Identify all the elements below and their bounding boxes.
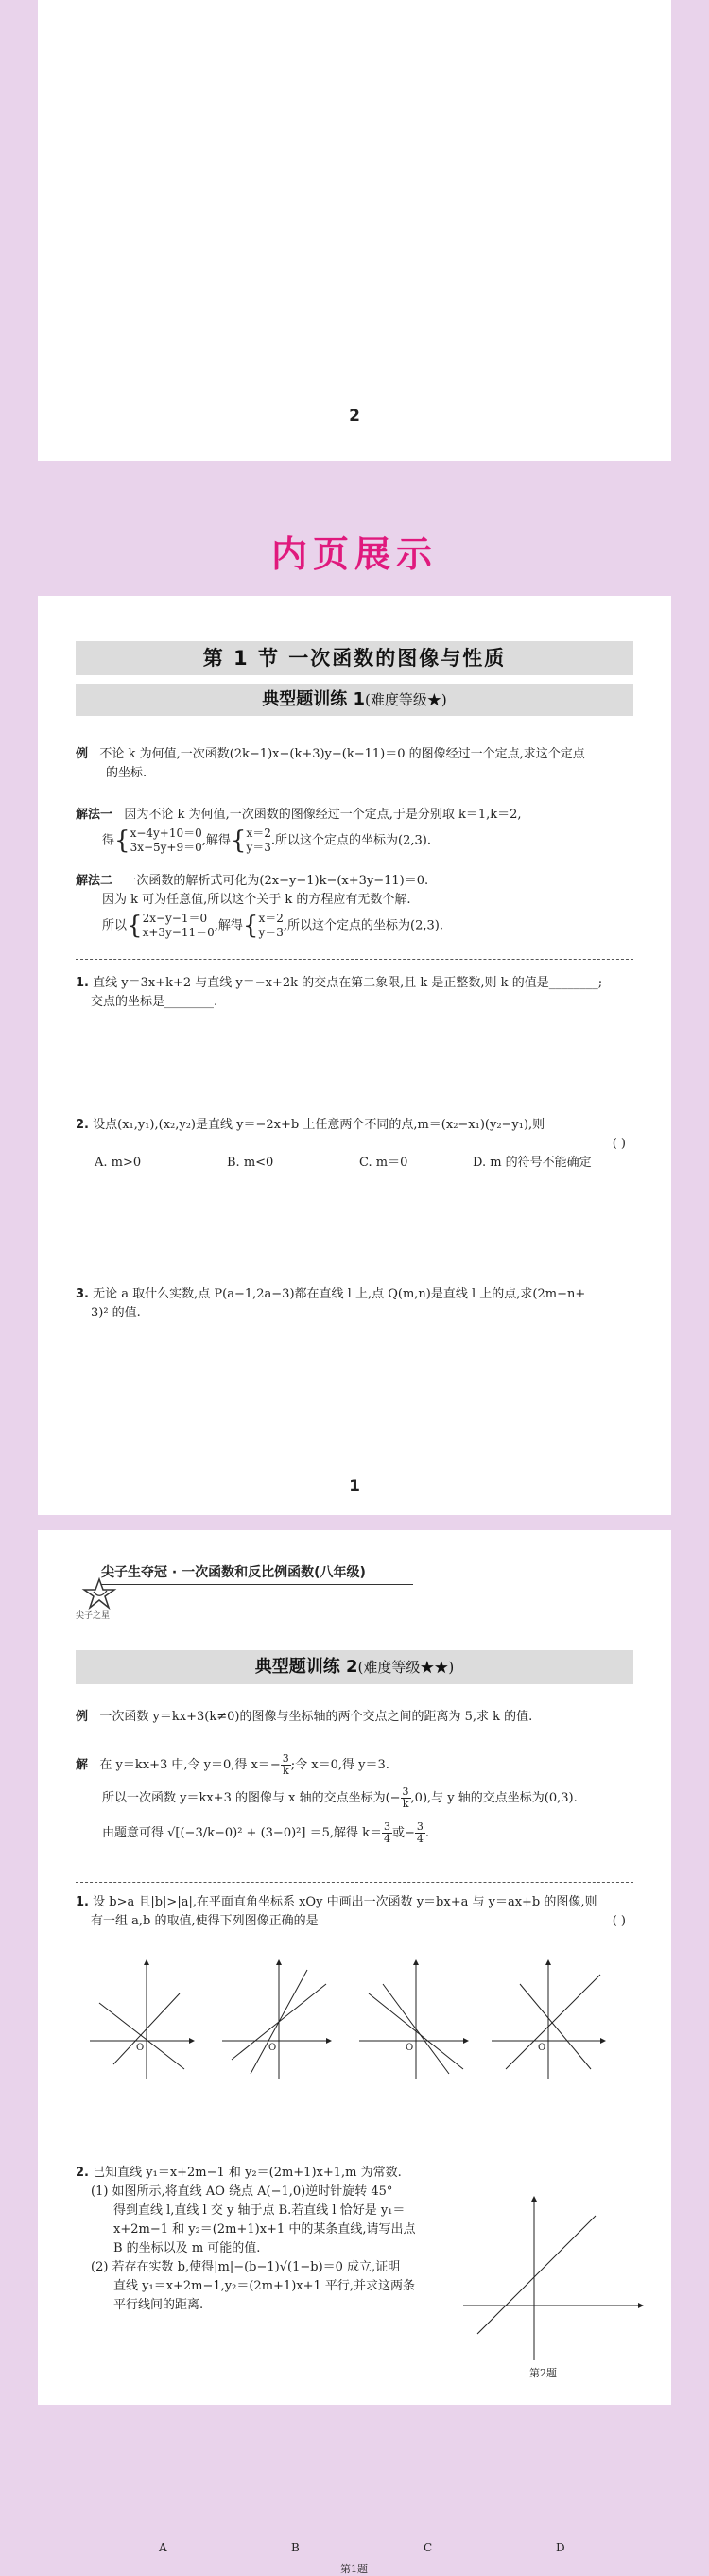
sol2-end: ,所以这个定点的坐标为(2,3).	[283, 918, 443, 933]
part-2-text: 直线 y₁＝x+2m−1,y₂＝(2m+1)x+1 平行,并求这两条	[113, 2279, 416, 2293]
axis-o: O	[538, 2043, 546, 2053]
part-1-text: (1) 如图所示,将直线 AO 绕点 A(−1,0)逆时针旋转 45°	[91, 2184, 393, 2199]
solution-two	[76, 872, 443, 940]
axis-o: O	[136, 2043, 145, 2053]
page-two-card	[38, 1530, 671, 2575]
question-number: 3.	[76, 1287, 89, 1301]
sol2-text: 一次函数的解析式可化为(2x−y−1)k−(x+3y−11)＝0.	[124, 874, 429, 888]
question-text: 设点(x₁,y₁),(x₂,y₂)是直线 y＝−2x+b 上任意两个不同的点,m＝(x₂−x₁)(y₂−y₁),则	[93, 1118, 545, 1132]
divider	[76, 959, 633, 960]
part-2-text: 平行线间的距离.	[113, 2298, 204, 2312]
question-text-cont: 3)² 的值.	[91, 1306, 141, 1320]
sol1-end: .所以这个定点的坐标为(2,3).	[270, 833, 431, 848]
fraction: $\frac{3}{4}$	[384, 1820, 390, 1845]
part-2-text: (2) 若存在实数 b,使得|m|−(b−1)√(1−b)＝0 成立,证明	[91, 2260, 401, 2274]
sol-text-3c: .	[424, 1826, 430, 1840]
option-a: A. m>0	[95, 1156, 142, 1170]
sol1-text: 因为不论 k 为何值,一次函数的图像经过一个定点,于是分别取 k＝1,k＝2,	[124, 808, 522, 822]
example-text-cont: 的坐标.	[106, 766, 147, 780]
example-text: 一次函数 y＝kx+3(k≠0)的图像与坐标轴的两个交点之间的距离为 5,求 k 的值.	[99, 1710, 533, 1724]
sol-text-3b: 或−	[392, 1826, 415, 1840]
graph-label-c: C	[424, 2541, 433, 2554]
logo-text: 尖子之星	[76, 1611, 111, 1621]
axis-o: O	[268, 2043, 277, 2053]
book-header: 尖子生夺冠 · 一次函数和反比例函数(八年级)	[101, 1565, 366, 1580]
brace-icon: {	[230, 827, 247, 855]
question-text-cont: 交点的坐标是________.	[91, 995, 218, 1009]
q2-caption: 第2题	[529, 2367, 557, 2379]
solution-system: x＝2 y＝3	[246, 827, 271, 854]
graph-label-d: D	[556, 2541, 565, 2554]
sol-text-2b: ,0),与 y 轴的交点坐标为(0,3).	[410, 1791, 578, 1805]
sol2-label: 解法二	[76, 874, 113, 888]
axis-o: O	[406, 2043, 414, 2053]
sol-text-b: ;令 x＝0,得 y＝3.	[290, 1758, 389, 1772]
question-2	[76, 2164, 415, 2315]
example-label: 例	[76, 747, 89, 761]
graph-a	[90, 1960, 194, 2079]
sol2-so: 所以	[102, 918, 128, 933]
question-number: 2.	[76, 2166, 89, 2180]
equation-system: 2x−y−1＝0 x+3y−11＝0	[142, 912, 215, 939]
sol-label: 解	[76, 1758, 89, 1772]
star-logo-icon	[80, 1577, 118, 1610]
question-number: 1.	[76, 976, 89, 990]
q1-graphs	[76, 1946, 643, 2083]
graph-label-a: A	[159, 2541, 167, 2554]
question-1	[76, 974, 602, 1012]
page-number: 1	[349, 1477, 360, 1496]
page-number: 2	[349, 407, 360, 426]
question-number: 2.	[76, 1118, 89, 1132]
sol2-text-2: 因为 k 可为任意值,所以这个关于 k 的方程应有无数个解.	[102, 893, 411, 907]
question-1	[76, 1893, 633, 1931]
question-2	[76, 1116, 633, 1173]
fraction: $\frac{3}{k}$	[402, 1785, 409, 1810]
section-title: 内页展示	[270, 533, 438, 575]
prev-page-card	[38, 0, 671, 461]
example-block	[76, 745, 638, 783]
question-text: 直线 y＝3x+k+2 与直线 y＝−x+2k 的交点在第二象限,且 k 是正整数,则 k 的值是________;	[93, 976, 603, 990]
training-title-text: 典型题训练 1	[262, 689, 366, 709]
difficulty-label: (难度等级★★)	[357, 1659, 455, 1676]
q1-caption: 第1题	[340, 2563, 368, 2575]
example-label: 例	[76, 1710, 89, 1724]
sol-text-2: 所以一次函数 y＝kx+3 的图像与 x 轴的交点坐标为(−	[102, 1791, 401, 1805]
header-rule	[101, 1584, 413, 1585]
question-number: 1.	[76, 1895, 89, 1909]
question-text-cont: 有一组 a,b 的取值,使得下列图像正确的是	[91, 1914, 319, 1928]
q2-graph	[454, 2192, 648, 2362]
divider	[76, 1882, 633, 1883]
solution-block	[76, 1753, 578, 1845]
difficulty-label: (难度等级★)	[365, 691, 447, 708]
graph-d	[492, 1960, 605, 2079]
brace-icon: {	[114, 827, 130, 855]
question-3	[76, 1285, 585, 1323]
training-title-text: 典型题训练 2	[254, 1657, 358, 1677]
sol2-mid: ,解得	[214, 918, 243, 933]
question-text: 无论 a 取什么实数,点 P(a−1,2a−3)都在直线 l 上,点 Q(m,n)是直线 l 上的点,求(2m−n+	[93, 1287, 586, 1301]
part-1-text: x+2m−1 和 y₂＝(2m+1)x+1 中的某条直线,请写出点	[113, 2222, 416, 2237]
training-title	[76, 1650, 633, 1684]
training-title	[76, 684, 633, 716]
graph-b	[222, 1960, 331, 2079]
page-one-card	[38, 596, 671, 1515]
answer-paren: ( )	[612, 1137, 626, 1151]
fraction: $\frac{3}{k}$	[282, 1752, 289, 1777]
sol-text: 在 y＝kx+3 中,令 y＝0,得 x＝−	[99, 1758, 281, 1772]
answer-paren: ( )	[612, 1914, 626, 1928]
fraction: $\frac{3}{4}$	[416, 1820, 424, 1845]
solution-one	[76, 806, 522, 855]
brace-icon: {	[127, 912, 143, 940]
part-1-text: 得到直线 l,直线 l 交 y 轴于点 B.若直线 l 恰好是 y₁＝	[113, 2203, 406, 2218]
equation-system: x−4y+10＝0 3x−5y+9＝0	[130, 827, 202, 854]
part-1-text: B 的坐标以及 m 可能的值.	[113, 2241, 261, 2255]
section-heading: 第 1 节 一次函数的图像与性质	[76, 641, 633, 675]
sol-text-3: 由题意可得 √[(−3/k−0)² + (3−0)²] ＝5,解得 k＝	[102, 1826, 382, 1840]
sol1-label: 解法一	[76, 808, 113, 822]
sol1-de: 得	[102, 833, 115, 848]
option-b: B. m<0	[227, 1156, 274, 1170]
option-c: C. m＝0	[359, 1156, 408, 1170]
sol1-mid: ,解得	[201, 833, 231, 848]
brace-icon: {	[242, 912, 259, 940]
graph-c	[359, 1960, 468, 2079]
example-block	[76, 1708, 532, 1727]
graph-label-b: B	[291, 2541, 300, 2554]
example-text: 不论 k 为何值,一次函数(2k−1)x−(k+3)y−(k−11)＝0 的图像经过一个定点,求这个定点	[99, 747, 585, 761]
solution-system: x＝2 y＝3	[258, 912, 284, 939]
question-text: 设 b>a 且|b|>|a|,在平面直角坐标系 xOy 中画出一次函数 y＝bx+a 与 y＝ax+b 的图像,则	[93, 1895, 597, 1909]
question-text: 已知直线 y₁＝x+2m−1 和 y₂＝(2m+1)x+1,m 为常数.	[93, 2166, 402, 2180]
option-d: D. m 的符号不能确定	[473, 1156, 592, 1170]
